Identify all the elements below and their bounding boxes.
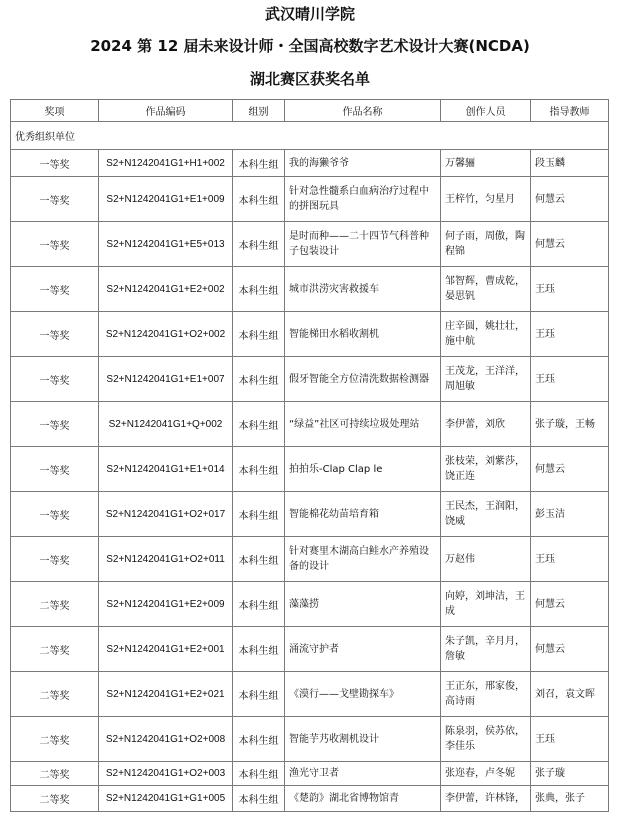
advisor-cell: 何慧云 [531, 447, 609, 492]
title-cell: “绿益”社区可持续垃圾处理站 [285, 402, 441, 447]
advisor-cell: 张子璇，王畅 [531, 402, 609, 447]
table-row [11, 672, 609, 717]
code-cell: S2+N1242041G1+E5+013 [99, 222, 233, 267]
title-cell: 涌流守护者 [285, 627, 441, 672]
code-cell: S2+N1242041G1+G1+005 [99, 786, 233, 812]
group-cell: 本科生组 [233, 267, 285, 312]
group-cell: 本科生组 [233, 627, 285, 672]
code-cell: S2+N1242041G1+E1+009 [99, 177, 233, 222]
group-cell: 本科生组 [233, 177, 285, 222]
code-cell: S2+N1242041G1+Q+002 [99, 402, 233, 447]
title-cell: 智能棉花幼苗培育箱 [285, 492, 441, 537]
advisor-cell: 何慧云 [531, 177, 609, 222]
advisor-cell: 段玉麟 [531, 150, 609, 177]
code-cell: S2+N1242041G1+E1+014 [99, 447, 233, 492]
group-cell: 本科生组 [233, 447, 285, 492]
table-row [11, 177, 609, 222]
column-header-title: 作品名称 [285, 100, 441, 122]
creators-cell: 李伊蕾，许林锋， [441, 786, 531, 812]
award-cell: 一等奖 [11, 357, 99, 402]
creators-cell: 李伊蕾，刘欣 [441, 402, 531, 447]
code-cell: S2+N1242041G1+E2+002 [99, 267, 233, 312]
title-cell: 智能梯田水稻收割机 [285, 312, 441, 357]
table-row [11, 267, 609, 312]
code-cell: S2+N1242041G1+O2+017 [99, 492, 233, 537]
table-row [11, 447, 609, 492]
title-cell: 针对急性髓系白血病治疗过程中的拼图玩具 [285, 177, 441, 222]
title-cell: 渔光守卫者 [285, 762, 441, 786]
award-cell: 二等奖 [11, 762, 99, 786]
group-cell: 本科生组 [233, 762, 285, 786]
advisor-cell: 何慧云 [531, 627, 609, 672]
award-cell: 一等奖 [11, 492, 99, 537]
column-header-creators: 创作人员 [441, 100, 531, 122]
advisor-cell: 张子璇 [531, 762, 609, 786]
group-cell: 本科生组 [233, 222, 285, 267]
award-cell: 二等奖 [11, 786, 99, 812]
title-cell: 假牙智能全方位清洗数据检测器 [285, 357, 441, 402]
code-cell: S2+N1242041G1+O2+003 [99, 762, 233, 786]
creators-cell: 庄辛圆，姚壮壮，施中航 [441, 312, 531, 357]
award-cell: 一等奖 [11, 402, 99, 447]
code-cell: S2+N1242041G1+O2+008 [99, 717, 233, 762]
table-row [11, 537, 609, 582]
advisor-cell: 刘召，袁文晖 [531, 672, 609, 717]
group-cell: 本科生组 [233, 672, 285, 717]
column-header-group: 组别 [233, 100, 285, 122]
group-cell: 本科生组 [233, 312, 285, 357]
code-cell: S2+N1242041G1+E2+009 [99, 582, 233, 627]
creators-cell: 王正东，邢家俊，高诗雨 [441, 672, 531, 717]
title-cell: 《楚韵》湖北省博物馆青 [285, 786, 441, 812]
table-row [11, 150, 609, 177]
awards-table [10, 99, 609, 812]
code-cell: S2+N1242041G1+H1+002 [99, 150, 233, 177]
table-row [11, 312, 609, 357]
code-cell: S2+N1242041G1+E1+007 [99, 357, 233, 402]
title-cell: 针对赛里木湖高白鲑水产养殖设备的设计 [285, 537, 441, 582]
table-header-row [11, 100, 609, 122]
table-row [11, 627, 609, 672]
code-cell: S2+N1242041G1+E2+001 [99, 627, 233, 672]
title-cell: 我的海獭爷爷 [285, 150, 441, 177]
advisor-cell: 王珏 [531, 357, 609, 402]
table-row [11, 357, 609, 402]
title-cell: 藻藻捞 [285, 582, 441, 627]
code-cell: S2+N1242041G1+E2+021 [99, 672, 233, 717]
creators-cell: 王民杰，王润阳，饶威 [441, 492, 531, 537]
title-cell: 《漠行——戈壁勘探车》 [285, 672, 441, 717]
column-header-advisor: 指导教师 [531, 100, 609, 122]
code-cell: S2+N1242041G1+O2+011 [99, 537, 233, 582]
group-cell: 本科生组 [233, 786, 285, 812]
table-row [11, 222, 609, 267]
advisor-cell: 何慧云 [531, 582, 609, 627]
creators-cell: 张迩春，卢冬妮 [441, 762, 531, 786]
award-cell: 二等奖 [11, 717, 99, 762]
award-cell: 二等奖 [11, 627, 99, 672]
awards-table-body [11, 122, 609, 812]
institution-name: 武汉晴川学院 [264, 5, 355, 23]
creators-cell: 何子雨，周傲，陶程锦 [441, 222, 531, 267]
award-cell: 一等奖 [11, 222, 99, 267]
creators-cell: 王梓竹，匀星月 [441, 177, 531, 222]
group-cell: 本科生组 [233, 537, 285, 582]
title-cell: 城市洪涝灾害救援车 [285, 267, 441, 312]
award-cell: 一等奖 [11, 177, 99, 222]
advisor-cell: 王珏 [531, 717, 609, 762]
section-row [11, 122, 609, 150]
creators-cell: 朱子凯，辛月月，詹敏 [441, 627, 531, 672]
award-cell: 二等奖 [11, 672, 99, 717]
table-row [11, 492, 609, 537]
group-cell: 本科生组 [233, 717, 285, 762]
creators-cell: 邹智辉，曹成乾，晏思钒 [441, 267, 531, 312]
creators-cell: 王茂龙，王洋洋，周旭敏 [441, 357, 531, 402]
award-cell: 二等奖 [11, 582, 99, 627]
group-cell: 本科生组 [233, 357, 285, 402]
group-cell: 本科生组 [233, 402, 285, 447]
award-cell: 一等奖 [11, 312, 99, 357]
group-cell: 本科生组 [233, 582, 285, 627]
competition-title: 2024 第 12 届未来设计师・全国高校数字艺术设计大赛(NCDA) [90, 37, 530, 55]
creators-cell: 向婷，刘坤洁，王成 [441, 582, 531, 627]
award-cell: 一等奖 [11, 150, 99, 177]
award-cell: 一等奖 [11, 537, 99, 582]
column-header-code: 作品编码 [99, 100, 233, 122]
table-row [11, 717, 609, 762]
table-row [11, 582, 609, 627]
section-label: 优秀组织单位 [11, 122, 609, 150]
code-cell: S2+N1242041G1+O2+002 [99, 312, 233, 357]
title-cell: 智能芋艿收割机设计 [285, 717, 441, 762]
award-cell: 一等奖 [11, 447, 99, 492]
creators-cell: 陈泉羽，侯苏依，李佳乐 [441, 717, 531, 762]
advisor-cell: 王珏 [531, 267, 609, 312]
advisor-cell: 王珏 [531, 312, 609, 357]
creators-cell: 万馨骊 [441, 150, 531, 177]
award-cell: 一等奖 [11, 267, 99, 312]
advisor-cell: 何慧云 [531, 222, 609, 267]
advisor-cell: 张典，张子 [531, 786, 609, 812]
creators-cell: 张枝荣，刘紫莎，饶正连 [441, 447, 531, 492]
creators-cell: 万赵伟 [441, 537, 531, 582]
advisor-cell: 王珏 [531, 537, 609, 582]
table-row [11, 402, 609, 447]
list-title: 湖北赛区获奖名单 [249, 70, 370, 88]
title-cell: 拍拍乐-Clap Clap le [285, 447, 441, 492]
title-cell: 是时而种——二十四节气科普种子包装设计 [285, 222, 441, 267]
advisor-cell: 彭玉洁 [531, 492, 609, 537]
table-row [11, 786, 609, 812]
group-cell: 本科生组 [233, 492, 285, 537]
table-row [11, 762, 609, 786]
column-header-award: 奖项 [11, 100, 99, 122]
group-cell: 本科生组 [233, 150, 285, 177]
